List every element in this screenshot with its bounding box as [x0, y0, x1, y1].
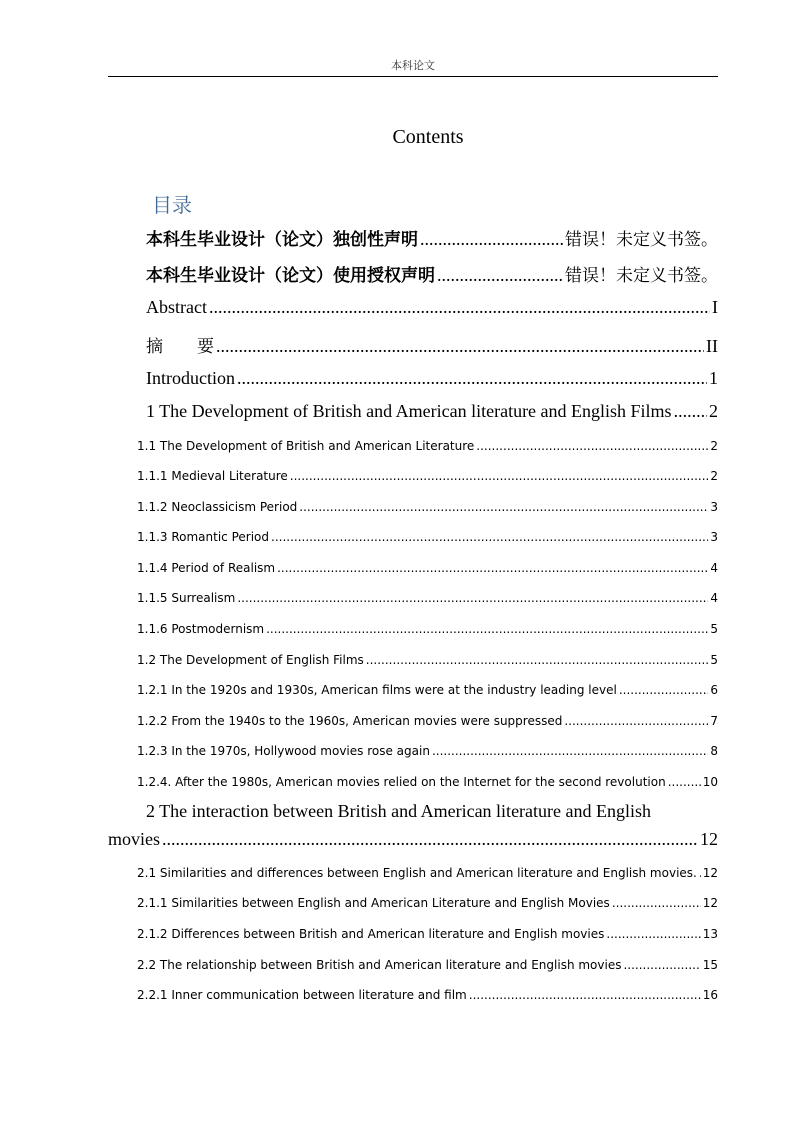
toc-entry-1-2-2[interactable] [137, 714, 718, 728]
toc-leader [162, 829, 698, 850]
toc-entry-title: 本科生毕业设计（论文）独创性声明 [146, 230, 418, 250]
toc-entry-1-2-3[interactable] [137, 744, 718, 758]
toc-leader [674, 401, 707, 422]
toc-entry-page: I [712, 297, 718, 317]
toc-entry-abstract[interactable] [146, 297, 718, 318]
toc-entry-page: 错误！未定义书签。 [565, 266, 718, 286]
toc-entry-1-1-6[interactable] [137, 622, 718, 636]
toc-leader [290, 469, 709, 483]
toc-entry-title: 1.1.2 Neoclassicism Period [137, 500, 298, 514]
page-header: 本科论文 [391, 59, 435, 72]
toc-entry-title: 摘 要 [146, 337, 214, 357]
toc-entry-page: 4 [710, 591, 718, 605]
toc-entry-page: 2 [709, 401, 718, 421]
toc-entry-authorization-statement[interactable] [146, 261, 718, 286]
toc-entry-1-1-4[interactable] [137, 561, 718, 575]
toc-entry-1-2[interactable] [137, 653, 718, 667]
toc-entry-page: 6 [710, 683, 718, 697]
toc-leader [469, 988, 701, 1002]
toc-leader [420, 229, 563, 250]
toc-leader [366, 653, 709, 667]
toc-entry-title: Introduction [146, 368, 235, 388]
header-rule [108, 76, 718, 77]
toc-entry-title: 1.1.3 Romantic Period [137, 530, 270, 544]
toc-entry-title: 1.1.5 Surrealism [137, 591, 236, 605]
toc-entry-page: 1 [709, 368, 718, 388]
toc-entry-chinese-abstract[interactable] [146, 332, 718, 357]
toc-leader [564, 714, 708, 728]
toc-entry-2-1-1[interactable] [137, 896, 718, 910]
toc-leader [612, 896, 701, 910]
toc-leader [668, 775, 701, 789]
toc-entry-chapter-1[interactable] [146, 401, 718, 422]
toc-entry-page: 错误！未定义书签。 [565, 230, 718, 250]
toc-heading[interactable]: 目录 [152, 193, 192, 217]
toc-leader [432, 744, 708, 758]
toc-leader [623, 958, 700, 972]
toc-entry-1-2-1[interactable] [137, 683, 718, 697]
toc-entry-chapter-2-line1[interactable]: 2 The interaction between British and American literature and English [146, 801, 652, 821]
toc-entry-chapter-2[interactable] [108, 829, 718, 850]
toc-leader [216, 336, 704, 357]
toc-entry-page: 16 [702, 988, 718, 1002]
toc-entry-page: 10 [702, 775, 718, 789]
toc-entry-2-1[interactable] [137, 866, 718, 880]
toc-entry-page: 2 [710, 469, 718, 483]
toc-entry-1-1-5[interactable] [137, 591, 718, 605]
toc-entry-1-1-3[interactable] [137, 530, 718, 544]
toc-entry-page: 12 [700, 829, 718, 849]
toc-entry-title: 本科生毕业设计（论文）使用授权声明 [146, 266, 435, 286]
toc-entry-page: II [706, 336, 718, 356]
toc-entry-title: 1.2.4. After the 1980s, American movies relied on the Internet for the second revolution [137, 775, 666, 789]
toc-entry-2-2-1[interactable] [137, 988, 718, 1002]
toc-entry-page: 13 [702, 927, 718, 941]
toc-entry-page: 15 [702, 958, 718, 972]
toc-entry-title: movies [108, 829, 160, 849]
toc-entry-title: 2.1.1 Similarities between English and American Literature and English Movies [137, 896, 610, 910]
toc-entry-title: 2.2.1 Inner communication between literature and film [137, 988, 467, 1002]
toc-entry-1-1-1[interactable] [137, 469, 718, 483]
toc-leader [476, 439, 708, 453]
toc-entry-title: 1.2 The Development of English Films [137, 653, 364, 667]
toc-entry-title: 1.2.3 In the 1970s, Hollywood movies rose again [137, 744, 430, 758]
toc-entry-1-1-2[interactable] [137, 500, 718, 514]
toc-entry-title: 1.2.1 In the 1920s and 1930s, American films were at the industry leading level [137, 683, 617, 697]
toc-leader [237, 368, 707, 389]
toc-entry-page: 5 [710, 622, 718, 636]
toc-entry-page: 2 [710, 439, 718, 453]
toc-entry-page: 8 [710, 744, 718, 758]
toc-leader [619, 683, 709, 697]
toc-entry-page: 3 [710, 500, 718, 514]
toc-entry-title: 1.1.6 Postmodernism [137, 622, 265, 636]
toc-leader [237, 591, 708, 605]
toc-leader [266, 622, 708, 636]
toc-entry-introduction[interactable] [146, 368, 718, 389]
toc-entry-title: 1.1.4 Period of Realism [137, 561, 276, 575]
toc-leader [437, 265, 563, 286]
toc-leader [271, 530, 708, 544]
toc-entry-title: 2.1 Similarities and differences between English and American literature and English movies. [137, 866, 697, 880]
toc-entry-title: Abstract [146, 297, 207, 317]
toc-leader [606, 927, 700, 941]
toc-entry-1-2-4[interactable] [137, 775, 718, 789]
toc-leader [209, 297, 710, 318]
toc-entry-page: 12 [702, 896, 718, 910]
toc-leader [699, 866, 701, 880]
toc-entry-1-1[interactable] [137, 439, 718, 453]
toc-entry-title: 1 The Development of British and American literature and English Films [146, 401, 672, 421]
toc-entry-page: 4 [710, 561, 718, 575]
toc-entry-page: 5 [710, 653, 718, 667]
toc-entry-title: 2.2 The relationship between British and American literature and English movies [137, 958, 622, 972]
toc-entry-title: 1.1.1 Medieval Literature [137, 469, 288, 483]
toc-entry-page: 7 [710, 714, 718, 728]
toc-entry-originality-statement[interactable] [146, 225, 718, 250]
toc-entry-page: 3 [710, 530, 718, 544]
toc-entry-2-1-2[interactable] [137, 927, 718, 941]
toc-leader [299, 500, 708, 514]
toc-entry-title: 1.2.2 From the 1940s to the 1960s, American movies were suppressed [137, 714, 563, 728]
toc-entry-2-2[interactable] [137, 958, 718, 972]
contents-title: Contents [392, 126, 464, 148]
toc-leader [277, 561, 708, 575]
toc-entry-page: 12 [702, 866, 718, 880]
toc-entry-title: 1.1 The Development of British and American Literature [137, 439, 475, 453]
toc-entry-title: 2.1.2 Differences between British and American literature and English movies [137, 927, 605, 941]
